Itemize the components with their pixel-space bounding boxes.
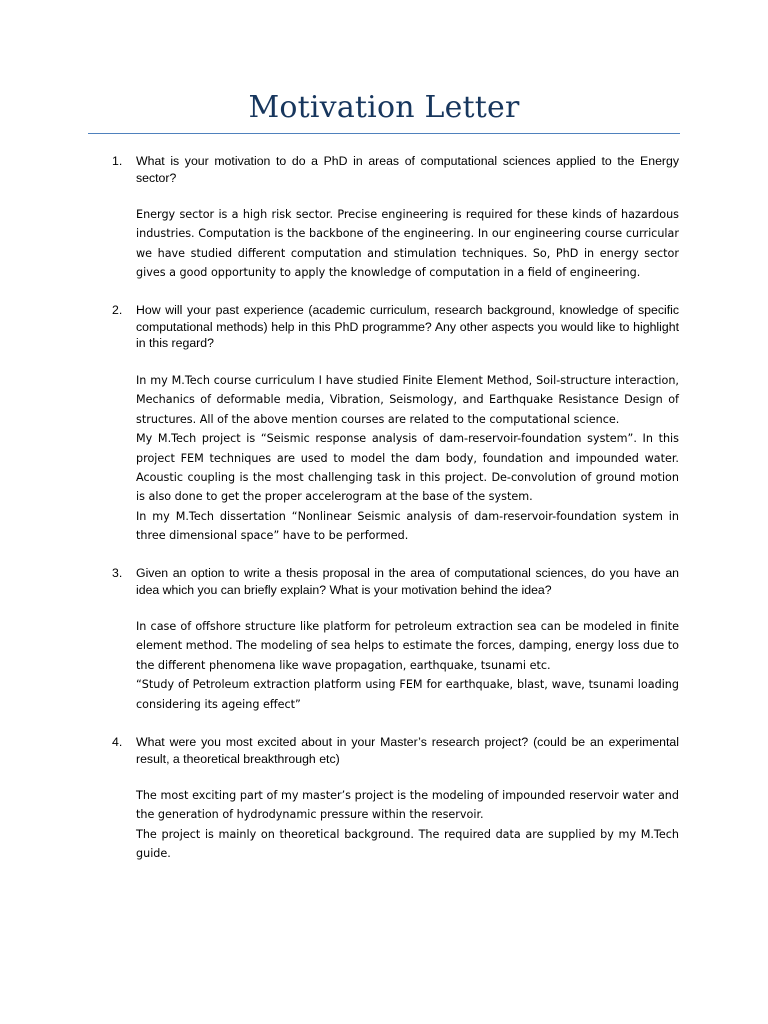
answer-paragraph: In case of offshore structure like platform for petroleum extraction sea can be modeled in finite element method. The modeling of sea helps to estimate the forces, damping, energy loss due to the different phenomena like wave propagation, earthquake, tsunami etc.	[136, 620, 679, 672]
answer-block	[136, 617, 679, 714]
title-underline	[88, 133, 680, 134]
answer-paragraph: In my M.Tech dissertation “Nonlinear Seismic analysis of dam-reservoir-foundation system in three dimensional space” have to be performed.	[136, 509, 679, 543]
answer-paragraph: My M.Tech project is “Seismic response analysis of dam-reservoir-foundation system”. In this project FEM techniques are used to model the dam body, foundation and impounded water. Acoustic coupling is the most challenging task in this project. De-convolution of ground motion is also done to get the proper accelerogram at the base of the system.	[136, 432, 679, 504]
question-text: What were you most excited about in your Master’s research project? (could be an experimental result, a theoretical breakthrough etc)	[136, 735, 679, 766]
document-title: Motivation Letter	[248, 90, 520, 125]
answer-paragraph: Energy sector is a high risk sector. Precise engineering is required for these kinds of hazardous industries. Computation is the backbone of the engineering. In our engineering course curricular we have studied different computation and stimulation techniques. So, PhD in energy sector gives a good opportunity to apply the knowledge of computation in a field of engineering.	[136, 208, 679, 280]
question-number: 4.	[112, 735, 123, 749]
question-number: 1.	[112, 154, 123, 168]
answer-paragraph: “Study of Petroleum extraction platform using FEM for earthquake, blast, wave, tsunami loading considering its ageing effect”	[136, 678, 679, 711]
answer-paragraph: The most exciting part of my master’s project is the modeling of impounded reservoir water and the generation of hydrodynamic pressure within the reservoir.	[136, 789, 679, 822]
question-text: How will your past experience (academic curriculum, research background, knowledge of specific computational methods) help in this PhD programme? Any other aspects you would like to highlight in this regard?	[136, 303, 679, 350]
question-text: Given an option to write a thesis proposal in the area of computational sciences, do you have an idea which you can briefly explain? What is your motivation behind the idea?	[136, 566, 679, 597]
answer-paragraph: In my M.Tech course curriculum I have studied Finite Element Method, Soil-structure interaction, Mechanics of deformable media, Vibration, Seismology, and Earthquake Resistance Design of structures. All of the above mention courses are related to the computational science.	[136, 374, 679, 426]
question-text: What is your motivation to do a PhD in areas of computational sciences applied to the Energy sector?	[136, 154, 679, 185]
question-number: 2.	[112, 303, 123, 317]
answer-block	[136, 371, 679, 546]
question-number: 3.	[112, 566, 123, 580]
answer-block	[136, 786, 679, 864]
answer-block	[136, 205, 679, 283]
answer-paragraph: The project is mainly on theoretical background. The required data are supplied by my M.Tech guide.	[136, 827, 679, 861]
